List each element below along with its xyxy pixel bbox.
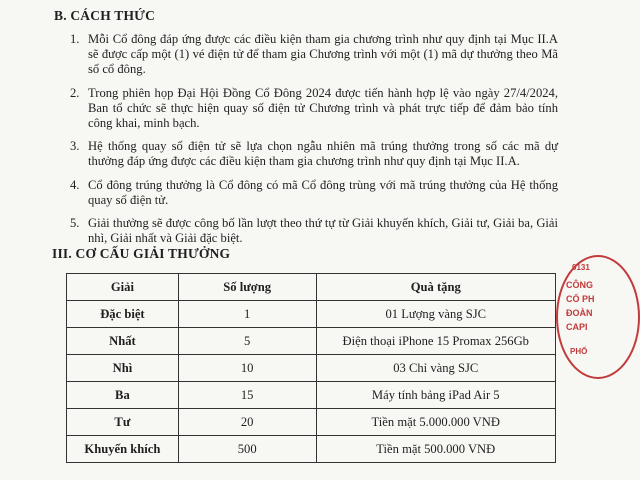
prize-quantity: 15 (178, 382, 316, 409)
step-number: 1. (70, 32, 80, 46)
step-number: 2. (70, 85, 80, 100)
prize-quantity: 10 (178, 355, 316, 382)
table-row (67, 436, 556, 463)
prize-category: Đặc biệt (67, 301, 179, 328)
prize-gift: Tiền mặt 5.000.000 VNĐ (316, 409, 555, 436)
step-number: 4. (70, 177, 80, 192)
prize-quantity: 20 (178, 409, 316, 436)
prize-gift: 03 Chỉ vàng SJC (316, 355, 555, 382)
stamp-text: CỔ PH (566, 294, 595, 304)
prize-quantity: 500 (178, 436, 316, 463)
step-text: Mỗi Cổ đông đáp ứng được các điều kiện tham gia chương trình như quy định tại Mục II.A sẽ được cấp một (1) vé điện tử để tham gia Chương trình với một (1) mã dự thưởng theo Mã số cổ đông. (88, 32, 558, 77)
table-row (67, 409, 556, 436)
prize-table (66, 273, 556, 463)
prize-category: Nhì (67, 355, 179, 382)
header-quantity: Số lượng (178, 274, 316, 301)
step-number: 3. (70, 139, 80, 154)
step-text: Trong phiên họp Đại Hội Đồng Cổ Đông 2024 được tiến hành hợp lệ vào ngày 27/4/2024, Ban tổ chức sẽ thực hiện quay số điện tử Chương trình và phát trực tiếp để đảm bảo tính công khai, minh bạch. (88, 85, 558, 131)
section-b-heading: B. CÁCH THỨC (54, 8, 156, 23)
header-prize: Giải (67, 274, 179, 301)
prize-category: Khuyến khích (67, 436, 179, 463)
step-text: Cổ đông trúng thưởng là Cổ đông có mã Cổ đông trùng với mã trúng thưởng của Hệ thống quay số điện tử. (88, 177, 558, 207)
prize-quantity: 1 (178, 301, 316, 328)
prize-category: Ba (67, 382, 179, 409)
header-gift: Quà tặng (316, 274, 555, 301)
section-iii-heading: III. CƠ CẤU GIẢI THƯỞNG (52, 246, 231, 261)
table-row (67, 301, 556, 328)
stamp-text: PHỐ (570, 347, 588, 356)
stamp-text: 0131 (572, 263, 590, 272)
step-text: Hệ thống quay số điện tử sẽ lựa chọn ngẫu nhiên mã trúng thưởng trong số các mã dự thưởng đáp ứng được các điều kiện tham gia chương trình như quy định tại Mục II.A. (88, 139, 558, 169)
prize-gift: Tiền mặt 500.000 VNĐ (316, 436, 555, 463)
list-item (70, 139, 558, 169)
stamp-text: ĐOÀN (566, 308, 593, 318)
prize-category: Tư (67, 409, 179, 436)
prize-gift: Máy tính bảng iPad Air 5 (316, 382, 555, 409)
step-number: 5. (70, 216, 80, 231)
list-item (70, 216, 558, 246)
list-item (70, 178, 558, 208)
table-row (67, 355, 556, 382)
stamp-text: CAPI (566, 322, 588, 332)
step-text: Giải thưởng sẽ được công bố lần lượt theo thứ tự từ Giải khuyến khích, Giải tư, Giải ba, Giải nhì, Giải nhất và Giải đặc biệt. (88, 216, 558, 246)
prize-gift: 01 Lượng vàng SJC (316, 301, 555, 328)
table-row (67, 328, 556, 355)
table-header-row (67, 274, 556, 301)
prize-category: Nhất (67, 328, 179, 355)
company-seal-stamp (556, 255, 640, 379)
steps-list (70, 32, 558, 254)
prize-gift: Điện thoại iPhone 15 Promax 256Gb (316, 328, 555, 355)
list-item (70, 32, 558, 78)
stamp-text: CÔNG (566, 280, 593, 290)
list-item (70, 86, 558, 132)
prize-quantity: 5 (178, 328, 316, 355)
table-row (67, 382, 556, 409)
